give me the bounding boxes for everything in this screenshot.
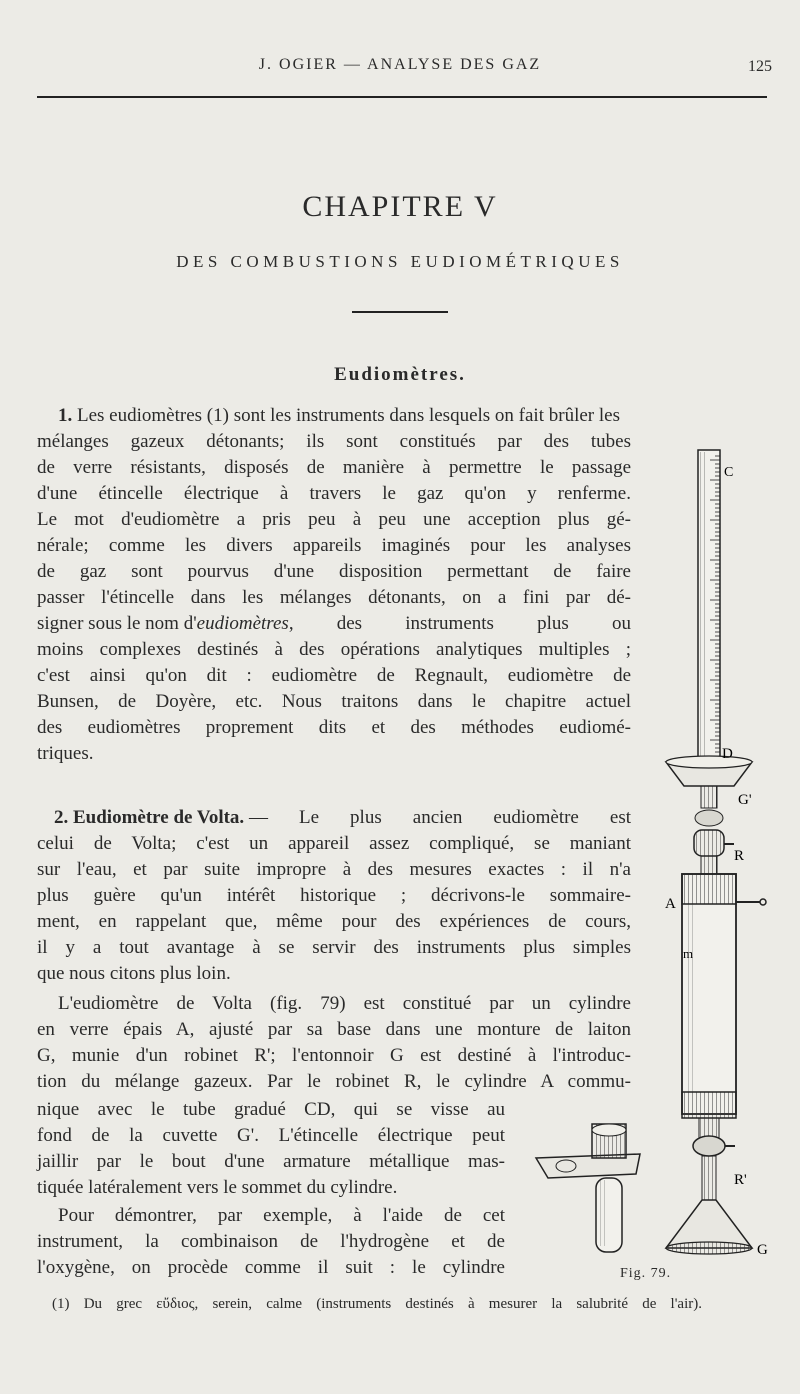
paragraph-1-line: d'une étincelle électrique à travers le gaz qu'on y renferme.: [37, 483, 631, 504]
paragraph-1-line: de gaz sont pourvus d'une disposition permettant de faire: [37, 561, 631, 582]
paragraph-1-line: des eudiomètres proprement dits et des méthodes eudiomé-: [37, 717, 631, 738]
paragraph-3-line: en verre épais A, ajusté par sa base dans une monture de laiton: [37, 1019, 631, 1040]
valve-r: [694, 830, 724, 856]
paragraph-2-line: ment, en rappelant que, même pour des expériences de cours,: [37, 911, 631, 932]
paragraph-1-line: de verre résistants, disposés de manière à permettre le passage: [37, 457, 631, 478]
label-g-prime: G': [738, 792, 752, 808]
label-a: A: [665, 896, 676, 912]
paragraph-1-line: Le mot d'eudiomètre a pris peu à peu une acception plus gé-: [37, 509, 631, 530]
running-head: J. OGIER — ANALYSE DES GAZ: [258, 56, 542, 73]
figure-caption: Fig. 79.: [620, 1266, 672, 1281]
paragraph-2-number: 2.: [54, 807, 69, 828]
paragraph-2-line: il y a tout avantage à se servir des instruments plus simples: [37, 937, 631, 958]
paragraph-1-text: , des instruments plus ou: [288, 613, 631, 634]
paragraph-1-italic: eudiomètres: [196, 613, 289, 634]
header-rule: [37, 96, 767, 98]
paragraph-3-line: jaillir par le bout d'une armature métallique mas-: [37, 1151, 505, 1172]
page-number: 125: [748, 58, 772, 75]
paragraph-2-line: plus guère qu'un intérêt historique ; décrivons-le sommaire-: [37, 885, 631, 906]
paragraph-3-line: G, munie d'un robinet R'; l'entonnoir G est destiné à l'introduc-: [37, 1045, 631, 1066]
paragraph-3-line: tion du mélange gazeux. Par le robinet R, le cylindre A commu-: [37, 1071, 631, 1092]
chapter-title: CHAPITRE V: [302, 190, 498, 223]
paragraph-2-line: celui de Volta; c'est un appareil assez compliqué, se maniant: [37, 833, 631, 854]
paragraph-3-line: nique avec le tube gradué CD, qui se visse au: [37, 1099, 505, 1120]
eudiometer-figure: [520, 440, 800, 1270]
section-heading: Eudiomètres.: [334, 364, 466, 385]
paragraph-3-line: fond de la cuvette G'. L'étincelle électrique peut: [37, 1125, 505, 1146]
neck: [701, 786, 717, 808]
paragraph-1-line: passer l'étincelle dans les mélanges détonants, on a fini par dé-: [37, 587, 631, 608]
paragraph-4-line: Pour démontrer, par exemple, à l'aide de cet: [58, 1205, 505, 1226]
paragraph-1-line: nérale; comme les divers appareils imaginés pour les analyses: [37, 535, 631, 556]
paragraph-2-line: que nous citons plus loin.: [37, 963, 231, 984]
paragraph-2-title: Eudiomètre de Volta.: [73, 807, 245, 828]
paragraph-1-line: mélanges gazeux détonants; ils sont constitués par des tubes: [37, 431, 631, 452]
paragraph-4-line: l'oxygène, on procède comme il suit : le cylindre: [37, 1257, 505, 1278]
paragraph-1-line: c'est ainsi qu'on dit : eudiomètre de Regnault, eudiomètre de: [37, 665, 631, 686]
label-g: G: [757, 1242, 768, 1258]
title-rule: [352, 311, 448, 313]
label-r: R: [734, 848, 745, 864]
paragraph-3-line: tiquée latéralement vers le sommet du cylindre.: [37, 1177, 398, 1198]
paragraph-1-text: Les eudiomètres (1) sont les instruments dans lesquels on fait brûler les: [77, 405, 620, 426]
label-d: D: [722, 746, 733, 762]
accessory-cuvette: [536, 1124, 640, 1252]
paragraph-2-text: — Le plus ancien eudiomètre est: [248, 807, 631, 828]
footnote: (1) Du grec εὔδιος, serein, calme (instruments destinés à mesurer la salubrité de l'air).: [52, 1296, 702, 1312]
valve-r-prime: [693, 1136, 725, 1156]
label-m: m: [683, 946, 694, 961]
paragraph-3-line: L'eudiomètre de Volta (fig. 79) est constitué par un cylindre: [58, 993, 631, 1014]
base-funnel-g: [666, 1200, 752, 1248]
label-c: C: [724, 465, 734, 480]
paragraph-1-line: moins complexes destinés à des opérations analytiques multiples ;: [37, 639, 631, 660]
paragraph-1-line: [58, 403, 776, 429]
paragraph-2-line: sur l'eau, et par suite impropre à des mesures exactes : il n'a: [37, 859, 631, 880]
graduated-tube: [698, 450, 720, 778]
paragraph-1-line: Bunsen, de Doyère, etc. Nous traitons dans le chapitre actuel: [37, 691, 631, 712]
label-r-prime: R': [734, 1172, 747, 1188]
paragraph-4-line: instrument, la combinaison de l'hydrogène et de: [37, 1231, 505, 1252]
chapter-subtitle: DES COMBUSTIONS EUDIOMÉTRIQUES: [176, 252, 624, 271]
paragraph-1-text: signer sous le nom d': [37, 613, 197, 634]
paragraph-1-number: 1.: [58, 405, 73, 426]
paragraph-1-line: triques.: [37, 743, 94, 764]
